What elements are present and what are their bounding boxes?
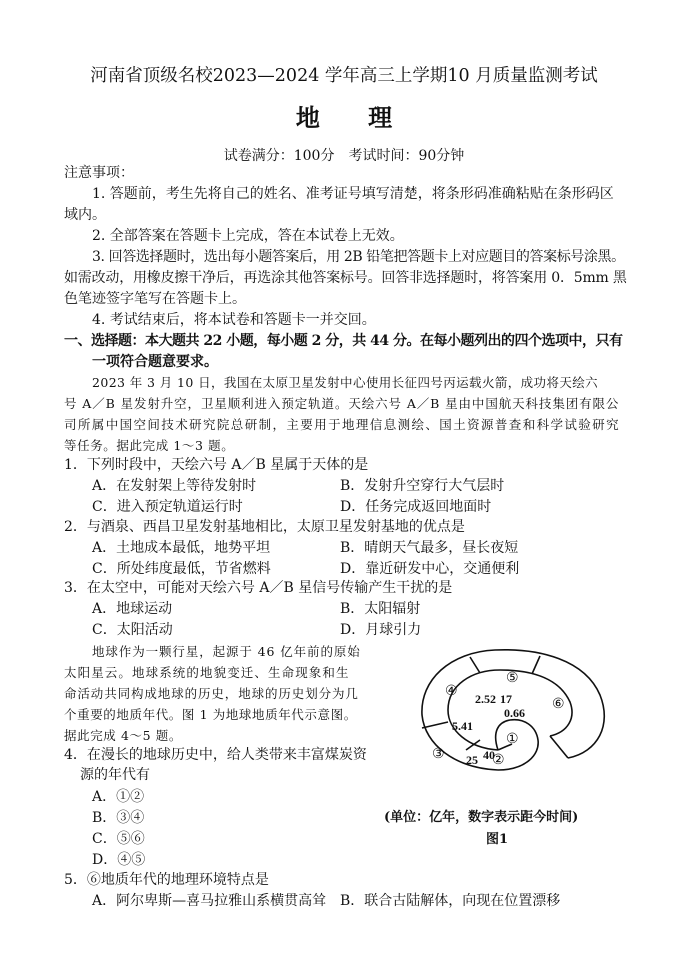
passage-line: 太阳星云。地球系统的地貌变迁、生命现象和生 (64, 665, 350, 680)
option-d: D．月球引力 (340, 622, 422, 638)
era-4-label: ④ (445, 683, 458, 699)
figure-caption: 图1 (486, 832, 509, 847)
option-b: B．太阳辐射 (340, 601, 421, 617)
subject-title: 地 理 (295, 103, 413, 132)
passage-line: 个重要的地质年代。图 1 为地球地质年代示意图。 (64, 707, 357, 722)
age-label-5-41: 5.41 (452, 719, 473, 733)
passage-line: 号 A／B 星发射升空，卫星顺利进入预定轨道。天绘六号 A／B 星由中国航天科技集团有限公 (64, 396, 620, 411)
passage-line: 命活动共同构成地球的历史，地球的历史划分为几 (64, 686, 359, 701)
option-a: A．土地成本最低，地势平坦 (92, 540, 271, 556)
option-b: B．③④ (92, 810, 145, 826)
option-a: A．在发射架上等待发射时 (92, 478, 257, 494)
notice-item: 如需改动，用橡皮擦干净后，再选涂其他答案标号。回答非选择题时，将答案用 0．5mm 黑 (64, 270, 627, 286)
divider-5-6-inner (532, 656, 540, 674)
era-6-label: ⑥ (552, 696, 565, 712)
figure-unit-note: (单位：亿年，数字表示距今时间) (384, 810, 579, 825)
notice-item: 色笔迹签字笔写在答题卡上。 (64, 291, 246, 307)
section-heading-cont: 一项符合题意要求。 (92, 354, 218, 370)
passage-line: 司所属中国空间技术研究院总研制，主要用于地理信息测绘、国土资源普查和科学试验研究 (64, 417, 621, 432)
age-label-25: 25 (466, 753, 478, 767)
passage-line: 据此完成 4～5 题。 (64, 728, 182, 743)
notice-heading: 注意事项： (64, 165, 134, 181)
era-2-label: ② (492, 752, 505, 768)
section-heading: 一、选择题：本大题共 22 小题，每小题 2 分，共 44 分。在每小题列出的四个选项中，只有 (64, 333, 623, 349)
exam-title: 河南省顶级名校2023—2024 学年高三上学期10 月质量监测考试 (90, 66, 598, 86)
question-stem-cont: 源的年代有 (80, 767, 150, 783)
passage-line: 等任务。据此完成 1～3 题。 (64, 438, 235, 453)
divider-3-4 (422, 722, 448, 728)
question-stem: 1．下列时段中，天绘六号 A／B 星属于天体的是 (64, 457, 369, 473)
age-label-40: 40 (483, 748, 495, 762)
divider-4-5 (470, 657, 480, 673)
option-b: B．发射升空穿行大气层时 (340, 478, 505, 494)
age-label-0-66: 0.66 (504, 706, 525, 720)
option-d: D．靠近研发中心，交通便利 (340, 561, 520, 577)
option-c: C．进入预定轨道运行时 (92, 499, 243, 515)
option-a: A．①② (92, 789, 145, 805)
spiral-end (550, 736, 568, 758)
passage-line: 地球作为一颗行星，起源于 46 亿年前的原始 (92, 644, 361, 659)
option-c: C．⑤⑥ (92, 831, 145, 847)
notice-item: 域内。 (64, 207, 106, 223)
passage-line: 2023 年 3 月 10 日，我国在太原卫星发射中心使用长征四号丙运载火箭，成功将天绘六 (92, 375, 599, 390)
era-5-label: ⑤ (506, 670, 519, 686)
option-a: A．地球运动 (92, 601, 173, 617)
age-label-17: 17 (500, 692, 512, 706)
notice-item: 4. 考试结束后，将本试卷和答题卡一并交回。 (92, 312, 376, 328)
option-a: A．阿尔卑斯—喜马拉雅山系横贯高耸 (92, 893, 327, 909)
notice-item: 1. 答题前，考生先将自己的姓名、准考证号填写清楚，将条形码准确粘贴在条形码区 (92, 186, 614, 202)
geologic-era-spiral-figure (400, 640, 630, 810)
notice-item: 3. 回答选择题时，选出每小题答案后，用 2B 铅笔把答题卡上对应题目的答案标号涂黑。 (92, 249, 625, 265)
exam-meta: 试卷满分：100分 考试时间：90分钟 (223, 148, 465, 164)
option-b: B．晴朗天气最多，昼长夜短 (340, 540, 519, 556)
question-stem: 2．与酒泉、西昌卫星发射基地相比，太原卫星发射基地的优点是 (64, 519, 465, 535)
option-d: D．任务完成返回地面时 (340, 499, 492, 515)
question-stem: 3．在太空中，可能对天绘六号 A／B 星信号传输产生干扰的是 (64, 580, 453, 596)
era-3-label: ③ (432, 746, 445, 762)
option-c: C．所处纬度最低，节省燃料 (92, 561, 271, 577)
era-1-label: ① (506, 731, 519, 747)
option-b: B．联合古陆解体，向现在位置漂移 (340, 893, 561, 909)
question-stem: 5．⑥地质年代的地理环境特点是 (64, 872, 269, 888)
notice-item: 2. 全部答案在答题卡上完成，答在本试卷上无效。 (92, 228, 404, 244)
option-d: D．④⑤ (92, 852, 146, 868)
question-stem: 4．在漫长的地球历史中，给人类带来丰富煤炭资 (64, 747, 367, 763)
age-label-2-52: 2.52 (475, 692, 496, 706)
option-c: C．太阳活动 (92, 622, 173, 638)
